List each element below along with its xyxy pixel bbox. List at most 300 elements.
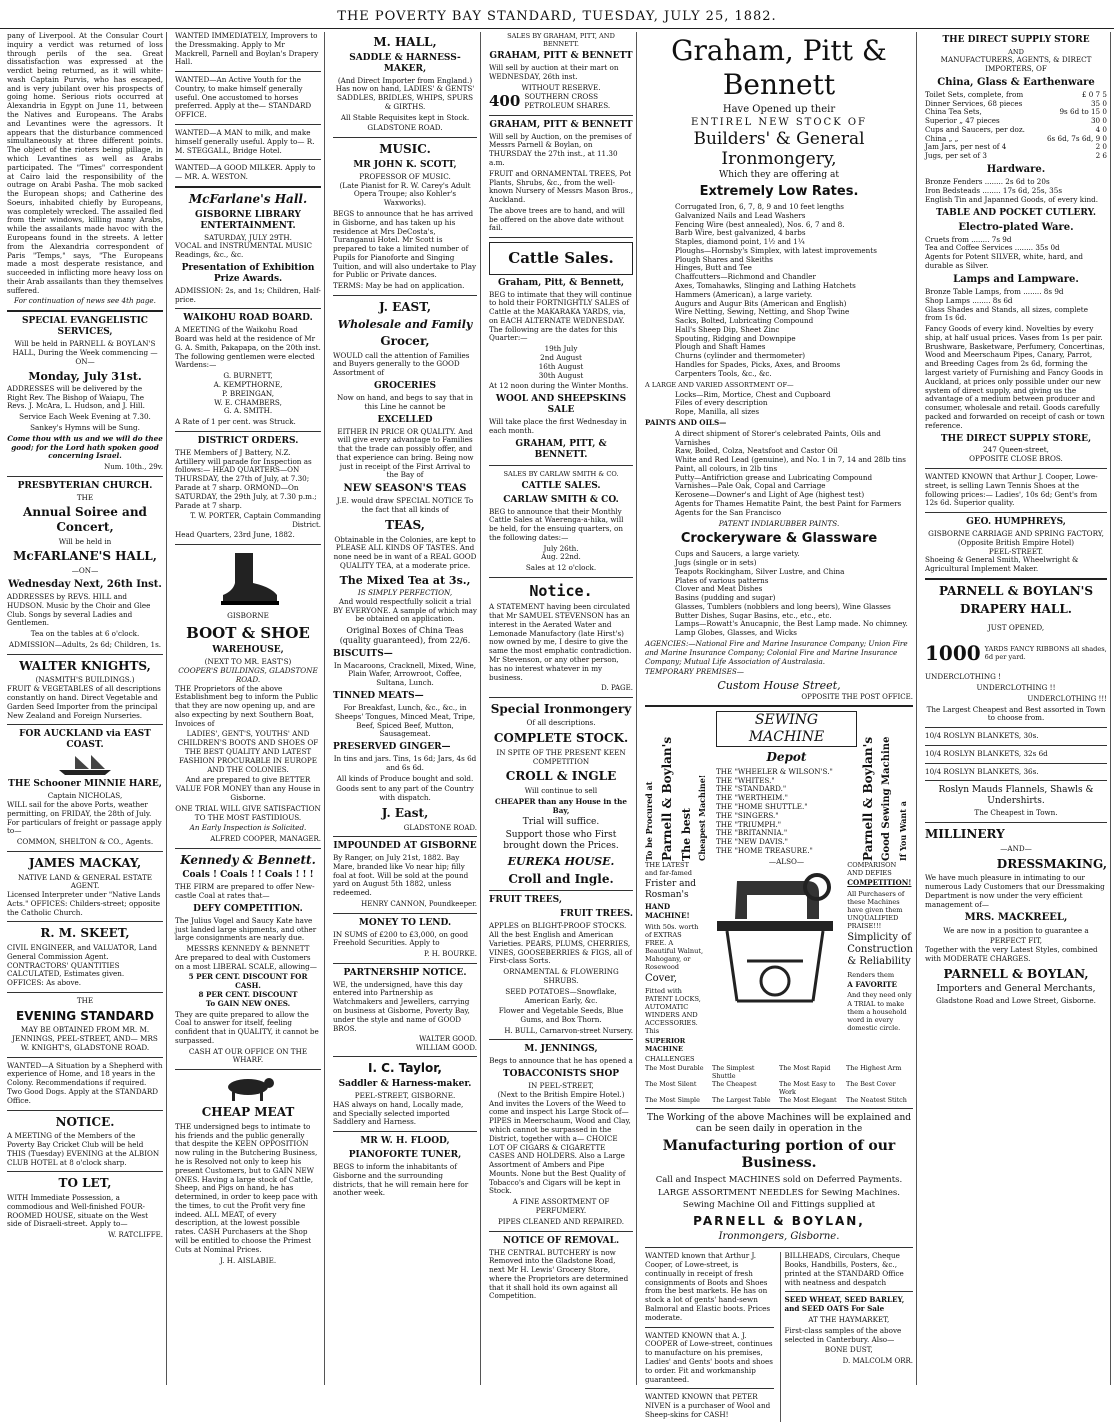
pb-importers: Importers and General Merchants,	[936, 984, 1096, 995]
sewing-favorite: A FAVORITE	[847, 979, 897, 989]
gpb-entire: ENTIREL NEW STOCK OF	[691, 116, 867, 128]
east-teas: NEW SEASON'S TEAS	[343, 483, 467, 495]
wanted-dressmaking: WANTED IMMEDIATELY, Improvers to the Dressmaking. Apply to Mr Mackrell, Parnell and Boylan's Drapery Hall.	[175, 31, 319, 67]
fruit-trees-ornamental: ORNAMENTAL & FLOWERING SHRUBS.	[503, 967, 619, 985]
sewing-brands: THE "WHEELER & WILSON'S." THE "WHITES." THE "STANDARD." THE "WERTHEIM." THE "HOME SHUTTLE." THE "SINGERS." THE "TRIUMPH." THE "BRITANNIA." THE "NEW DAVIS." THE "HOME TREASURE."	[716, 766, 833, 855]
pb-body: We have much pleasure in intimating to our numerous Lady Customers that our Dressmaking Department is now under the very efficient management of—	[925, 873, 1105, 909]
kennedy-bennett-discount: 5 PER CENT. DISCOUNT FOR CASH. 8 PER CENT. DISCOUNT To GAIN NEW ONES.	[188, 972, 308, 1008]
partnership-signature: WALTER GOOD. WILLIAM GOOD.	[415, 1035, 477, 1052]
hall-sub: SADDLE & HARNESS-MAKER,	[349, 52, 461, 74]
sewing-competition: COMPETITION!	[847, 878, 912, 888]
flood-title: MR W. H. FLOOD,	[360, 1136, 450, 1147]
library-admission: ADMISSION: 2s, and 1s; Children, Half-price.	[175, 285, 321, 304]
news-article: pany of Liverpool. At the Consular Court inquiry a verdict was returned of loss through perils of the sea. Great dissatisfaction was expressed at the verdict being returned, as it will white-wash Captain Purvis, who has escaped, and is very jubilant over his prospects of going home. Serious riots occurred at Alexandria in Egypt on June 11, between the Natives and Europeans. The Arabs and Levantines were the agressors. It appears that the disturbance commenced simultaneously at three different points. The object of the rioters being pillage, in which Levantines as well as Arabs participated. The "Times" correspondent at Cairo laid the responsibility of the outrage on Arabi Pasha. The mob sacked the European shops; and Catherine des Soeurs, inhabited chiefly by Europeans, was completely wrecked. The assailed fled from their windows, killing many Arabs, while the assailants made havoc with the Europeans found in the streets. A letter from the Alexandria correspondent of Paris "Temps," says, "The Europeans made a most desperate resistance, and succeeded in inflicting more heavy loss on their Arab assailants than they themselves suffered.	[7, 31, 163, 295]
price-item: China „ „	[925, 133, 959, 143]
district-orders-title: DISTRICT ORDERS.	[197, 435, 299, 446]
gpb-temporary: TEMPORARY PREMISES—	[645, 667, 744, 677]
cow-icon	[218, 1074, 278, 1102]
james-mackay-body: Licensed Interpreter under "Native Lands Acts." OFFICES: Childers-street; opposite the Catholic Church.	[7, 890, 161, 917]
wool-title: WOOL AND SHEEPSKINS SALE	[495, 394, 627, 416]
direct-supply-electro: Electro-plated Ware.	[958, 221, 1074, 233]
sewing-feature: The Largest Table	[712, 1095, 771, 1104]
column-1	[4, 32, 167, 1385]
money-title: MONEY TO LEND.	[358, 917, 452, 928]
sewing-oil: Sewing Machine Oil and Fittings supplied at	[682, 1200, 876, 1211]
gpb-paints-list: A direct shipment of Storer's celebrated Paints, Oils and Varnishes Raw, Boiled, Colza, Neatsfoot and Castor Oil White and Red Lead (genuine), and No. 1 in 7, 14 and 28lb tins Paint, all colours, in 2lb tins Putty—Antifriction grease and Lubricating Compound Varnishes—Pale Oak, Copal and Carriage Kerosene—Downer's and Light of Age (highest test) Agents for Thames Hematite Paint, the best Paint for Farmers Agents for the San Francisco	[675, 428, 906, 517]
sewing-feature: The Neatest Stitch	[846, 1095, 907, 1104]
music-role: PROFESSOR OF MUSIC.	[359, 171, 451, 181]
wanted-cooper-make: WANTED KNOWN that A. J. COOPER of Lowe-street, continues to manufacture on his premises, Ladies' and Gents' boots and shoes to order. Fit and workmanship guaranteed.	[645, 1330, 773, 1384]
partnership-body: WE, the undersigned, have this day entered into Partnership as Watchmakers and Jewellers, carrying on business at Gisborne, Poverty Bay, under the style and name of GOOD BROS.	[333, 979, 470, 1033]
humphreys-opposite: (Opposite British Empire Hotel)	[957, 537, 1075, 547]
gpb-paints: PAINTS AND OILS—	[645, 417, 727, 427]
ironmongery-name: CROLL & INGLE	[505, 769, 617, 784]
cattle-sales-time: At 12 noon during the Winter Months.	[489, 381, 629, 391]
east-body5: And would respectfully solicit a trial BY EVERYONE. A sample of which may be obtained on application.	[333, 596, 477, 624]
gpb-builders: Builders' & General Ironmongery,	[693, 128, 865, 170]
direct-supply-electro-items: Cruets from ........ 7s 9d Tea and Coffee Services ........ 35s 0d Agents for Potent SILVER, white, hard, and durable as Silver.	[925, 234, 1083, 271]
wool-body: Will take place the first Wednesday in each month.	[489, 417, 627, 435]
music-name: MR JOHN K. SCOTT,	[353, 159, 457, 170]
pb-drapery-hall: DRAPERY HALL.	[960, 601, 1072, 616]
special-services-quote: Come thou with us and we will do thee good; for the Lord hath spoken good concerning Israel.	[7, 433, 163, 461]
pb-blanket1: 10/4 ROSLYN BLANKETS, 30s.	[925, 731, 1039, 741]
pb-dressmaking: DRESSMAKING,	[996, 856, 1107, 871]
wanted-youth: WANTED—An Active Youth for the Country, to make himself generally useful. One accustomed to horses preferred. Apply at the— STANDARD OFFICE.	[175, 75, 312, 120]
ironmongery-cheaper: CHEAPER than any House in the Bay,	[495, 796, 627, 815]
hall-repair: All Stable Requisites kept in Stock.	[340, 112, 470, 122]
presbyterian-admission: ADMISSION—Adults, 2s 6d; Children, 1s.	[8, 639, 162, 649]
special-services-hymns: Sankey's Hymns will be Sung.	[30, 423, 140, 433]
east-goods: Goods sent to any part of the Country with dispatch.	[336, 784, 474, 803]
column-3	[330, 32, 481, 1385]
east-special: J.E. would draw SPECIAL NOTICE To the fact that all kinds of	[336, 496, 474, 515]
taylor-sub: Saddler & Harness-maker.	[338, 1078, 472, 1089]
direct-supply-title: THE DIRECT SUPPLY STORE	[942, 35, 1090, 45]
flood-sub: PIANOFORTE TUNER,	[348, 1150, 462, 1161]
pb-drapery-title: PARNELL & BOYLAN'S	[938, 584, 1094, 599]
east-biscuits: BISCUITS—	[333, 648, 393, 659]
boot-building: COOPER'S BUILDINGS, GLADSTONE ROAD.	[178, 666, 318, 684]
sewing-left1: To be Procured at	[644, 781, 654, 862]
auckland-captain: Captain NICHOLAS,	[47, 791, 123, 801]
james-mackay-sub: NATIVE LAND & GENERAL ESTATE AGENT.	[17, 872, 153, 891]
boot-icon	[213, 549, 283, 609]
special-services-body: ADDRESSES will be delivered by the Right Rev. The Bishop of Waiapu, The Revs. J. McAra, L. Hudson, and J. Hill.	[7, 383, 145, 411]
gpb-sale1-title: GRAHAM, PITT & BENNETT	[489, 51, 633, 62]
sewing-simplicity: Simplicity of Construction & Reliability	[847, 932, 913, 968]
road-board-rate: A Rate of 1 per cent. was Struck.	[175, 417, 296, 427]
east-ginger-body: In tins and jars. Tins, 1s 6d; Jars, 4s 6d and 6s 6d.	[333, 754, 477, 772]
ironmongery-sub: Of all descriptions.	[526, 718, 596, 728]
east-biscuits-body: In Macaroons, Cracknell, Mixed, Wine, Plain Wafer, Arrowroot, Coffee, Sultana, Lunch.	[333, 660, 477, 688]
east-body: WOULD call the attention of Families and Buyers generally to the GOOD Assortment of	[333, 350, 470, 378]
cattle-sales-name: Graham, Pitt, & Bennett,	[497, 277, 625, 288]
cheap-meat-body: THE undersigned begs to intimate to his friends and the public generally that despite the KEEN OPPOSITION now ruling in the Butchering Business, he is Resolved not only to keep his present Customers, but to GAIN NEW ONES. Having a large stock of Cattle, Sheep, and Pigs on hand, he has determined, in order to keep pace with the times, to cut the Profit very fine indeed. ALL MEAT, of every description, at the lowest possible rates. CASH Purchasers at the Shop will be entitled to choose the Primest Cuts at Nominal Prices.	[175, 1121, 318, 1254]
gpb-sale2-note: The above trees are to hand, and will be offered on the above date without fail.	[489, 205, 625, 233]
pb-roslyn: Roslyn Mauds Flannels, Shawls & Undershirts.	[938, 785, 1094, 807]
east-address: GLADSTONE ROAD.	[403, 823, 477, 832]
sewing-feature: The Cheapest	[712, 1079, 757, 1088]
pb-just-opened: JUST OPENED,	[987, 623, 1045, 633]
carlaw-time: Sales at 12 o'clock.	[525, 563, 597, 573]
jennings-body: Begs to announce that he has opened a	[489, 1056, 633, 1066]
gpb-sale1-reserve: WITHOUT RESERVE.	[521, 82, 601, 92]
price-item: China Tea Sets,	[925, 107, 982, 117]
sewing-feature: The Most Rapid	[779, 1064, 831, 1073]
humphreys-peel: PEEL-STREET.	[988, 546, 1044, 556]
special-services-time: Service Each Week Evening at 7.30.	[19, 412, 151, 422]
jennings-next: (Next to the British Empire Hotel.)	[497, 1089, 625, 1099]
district-orders-date: Head Quarters, 23rd June, 1882.	[175, 530, 295, 540]
pb-together: Together with the very Latest Styles, combined with MODERATE CHARGES.	[925, 945, 1098, 963]
music-terms: TERMS: May be had on application.	[333, 281, 465, 291]
price-item: Cups and Saucers, per doz.	[925, 124, 1025, 134]
district-orders-signature: T. W. PORTER, Captain Commanding District.	[190, 512, 321, 529]
removal-title: NOTICE OF REMOVAL.	[502, 1235, 620, 1246]
walter-knights-sub: (NASMITH'S BUILDINGS.)	[35, 675, 135, 685]
gpb-sale1-body: Will sell by auction at their mart on WEDNESDAY, 26th inst.	[489, 63, 619, 81]
wool-signature: GRAHAM, PITT, & BENNETT.	[515, 438, 607, 460]
direct-supply-price-list	[925, 91, 1107, 161]
schooner-icon	[55, 754, 115, 776]
sewing-feature-grid	[645, 1065, 913, 1104]
presbyterian-on: —ON—	[71, 566, 99, 576]
to-let-body: WITH Immediate Possession, a commodious and Well-finished FOUR-ROOMED HOUSE, situate on the West side of Disraeli-street. Apply to—	[7, 1192, 148, 1229]
billheads: BILLHEADS, Circulars, Cheque Books, Handbills, Posters, &c., printed at the STANDARD Office with neatness and despatch	[784, 1251, 904, 1287]
fruit-trees-flower: Flower and Vegetable Seeds, Blue Gums, and Box Thorn.	[498, 1006, 624, 1025]
sewing-title: SEWING MACHINE	[716, 711, 857, 747]
sewing-feature: The Most Elegant	[779, 1095, 837, 1104]
sewing-working: The Working of the above Machines will be explained and can be seen daily in operation in the	[646, 1113, 912, 1135]
page-notice-body: A STATEMENT having been circulated that Mr SAMUEL STEVENSON has an interest in the Aerated Water and Lemonade Manufactory (late Hirst's) now owned by me, I desire to give the same the most emphatic contradiction. Mr Stevenson, or any other person, has no interest whatever in my business.	[489, 602, 632, 682]
hall-address: GLADSTONE ROAD.	[367, 123, 443, 133]
boot-price: And are prepared to give BETTER VALUE FOR MONEY than any House in Gisborne.	[175, 775, 321, 802]
pb-largest: The Largest Cheapest and Best assorted in Town to choose from.	[926, 704, 1106, 723]
carlaw-name: CARLAW SMITH & CO.	[503, 494, 619, 505]
pb-position: We are now in a position to guarantee a	[943, 925, 1089, 935]
kennedy-bennett-defy: DEFY COMPETITION.	[193, 903, 303, 914]
direct-supply-and: AND	[1008, 47, 1024, 56]
sewing-need: And they need only A TRIAL to make them a household word in every domestic circle.	[847, 991, 912, 1032]
price-item: Superior „ 47 pieces	[925, 116, 1000, 126]
boot-sub: WAREHOUSE,	[212, 645, 284, 656]
removal-body: THE CENTRAL BUTCHERY is now Removed into the Gladstone Road, next Mr H. Lewis' Grocery Store, where the Proprietors are determined that it shall hold its own against all Competition.	[489, 1247, 629, 1301]
price-value: £ 0 7 5	[1081, 89, 1107, 99]
boot-next: (NEXT TO MR. EAST'S)	[204, 657, 292, 667]
sewing-left2: Parnell & Boylan's	[660, 737, 674, 862]
pb-mrs: MRS. MACKREEL,	[964, 912, 1068, 924]
carlaw-sales-head: SALES BY CARLAW SMITH & CO.	[503, 469, 619, 478]
presbyterian-hall: McFARLANE'S HALL,	[13, 549, 157, 564]
sewing-challenges: CHALLENGES	[645, 1055, 695, 1064]
sewing-ironmongers: Ironmongers, Gisborne.	[718, 1231, 840, 1243]
east-ginger: PRESERVED GINGER—	[333, 742, 451, 753]
seed-signature: D. MALCOLM ORR.	[842, 1357, 913, 1366]
impounded-body: By Ranger, on July 21st, 1882. Bay Mare, branded like Vo near hip; filly foal at foot. Will be sold at the pound yard on August 5th 1882, unless redeemed.	[333, 853, 469, 898]
hall-body: Has now on hand, LADIES' & GENTS' SADDLES, BRIDLES, WHIPS, SPURS & GIRTHS.	[335, 84, 475, 111]
ironmongery-body2: Will continue to sell	[524, 786, 598, 796]
flood-body: BEGS to inform the inhabitants of Gisborne and the surrounding districts, that he will remain here for another week.	[333, 1162, 469, 1198]
sewing-latest: THE LATEST and far-famed	[645, 861, 692, 878]
kennedy-bennett-body3: Are prepared to deal with Customers on a most LIBERAL SCALE, allowing—	[175, 952, 317, 971]
wanted-cooper-boots: WANTED known that Arthur J. Cooper, of Lowe-street, is continually in receipt of fresh consignments of Boots and Shoes from the best markets. He has on stock a lot of gents' hand-sewn Balmoral and Elastic boots. Prices moderate.	[645, 1251, 771, 1322]
road-board-body: A MEETING of the Waikohu Road Board was held at the residence of Mr G. A. Smith, Pakapapa, on the 20th inst. The following gentlemen were elected Wardens:—	[175, 325, 321, 370]
special-services-title: SPECIAL EVANGELISTIC SERVICES,	[22, 316, 148, 338]
price-item: Dinner Services, 68 pieces	[925, 98, 1023, 108]
library-presentation: Presentation of Exhibition Prize Awards.	[181, 262, 315, 284]
boot-body: THE Proprietors of the above Establishment beg to inform the Public that they are now opening up, and are also expecting by next Southern Boat, Invoices of	[175, 683, 318, 728]
sewing-feature: The Most Silent	[645, 1079, 697, 1088]
pb-perfect: PERFECT FIT,	[989, 936, 1043, 946]
wanted-shepherd: WANTED—A Situation by a Shepherd with experience of Home, and 18 years in the Colony. Recommendations if required. Two Good Dogs. Apply at the STANDARD Office.	[7, 1060, 163, 1105]
direct-supply-fancy: Fancy Goods of every kind. Novelties by every ship, at half usual prices. Vases from 1s per pair. Brushware, Basketware, Perfumery, Concertinas, Wood and Meerschaum Pipes, Canary, Parrot, and Breeding Cages from 2s 6d, forming the largest variety of Furnishing and Fancy Goods in Auckland, at prices only possible under our new system of direct supply, and giving us the advantage of a medium between producer and consumer, wholesale and retail. Goods carefully packed and forwarded on receipt of cash or town reference.	[925, 324, 1105, 430]
wanted-milker: WANTED—A GOOD MILKER. Apply to— MR. A. WESTON.	[175, 163, 316, 182]
sewing-renders: Renders them	[847, 970, 895, 979]
seed-bone: BONE DUST,	[824, 1345, 873, 1355]
wanted-cooper-tennis: WANTED KNOWN that Arthur J. Cooper, Lowe-street, is selling Lawn Tennis Shoes at the following prices:— Ladies', 10s 6d; Gent's from 12s 6d. Superior quality.	[925, 472, 1098, 508]
sewing-right2: Good Sewing Machine	[881, 736, 892, 862]
taylor-body: HAS always on hand, Locally made, and Specially selected imported Saddlery and Harness.	[333, 1099, 464, 1127]
direct-supply-sub: MANUFACTURERS, AGENTS, & DIRECT IMPORTERS, OF	[940, 55, 1092, 73]
evening-standard-title: EVENING STANDARD	[16, 1008, 154, 1023]
road-board-title: WAIKOHU ROAD BOARD.	[183, 313, 313, 324]
ironmongery-body: IN SPITE OF THE PRESENT KEEN COMPETITION	[496, 747, 626, 766]
ironmongery-complete: COMPLETE STOCK.	[493, 731, 629, 746]
column-4	[486, 32, 637, 1385]
seed-body: First-class samples of the above selected in Canterbury. Also—	[784, 1325, 902, 1344]
east-teas2: TEAS,	[385, 517, 425, 532]
kennedy-bennett-coals: Coals ! Coals ! ! Coals ! ! !	[182, 870, 314, 881]
sewing-feature: The Most Durable	[645, 1064, 704, 1073]
library-date: SATURDAY, JULY 29TH.	[204, 232, 292, 242]
east-china: Original Boxes of China Teas (quality guaranteed), from 22/6.	[339, 626, 471, 645]
humphreys-title: GEO. HUMPHREYS,	[966, 517, 1066, 528]
hall-importer: (And Direct Importer from England.)	[337, 75, 473, 85]
kennedy-bennett-body4: They are quite prepared to allow the Coal to answer for itself, feeling confident that in QUALITY, it cannot be surpassed.	[175, 1009, 319, 1045]
jennings-pipes: PIPES CLEANED AND REPAIRED.	[497, 1216, 625, 1226]
sewing-hand: HAND MACHINE!	[645, 902, 690, 920]
sewing-superior: SUPERIOR MACHINE	[645, 1037, 686, 1054]
carlaw-title: CATTLE SALES.	[521, 480, 601, 491]
column-2	[172, 32, 325, 1385]
notice-body: A MEETING of the Members of the Poverty Bay Cricket Club will be held THIS (Tuesday) EVENING at the ALBION CLUB HOTEL at 8 o'clock sharp.	[7, 1131, 160, 1167]
east-signature: J. East,	[381, 806, 429, 820]
wanted-niven: WANTED KNOWN that PETER NIVEN is a purchaser of Wool and Sheep-skins for CASH!	[645, 1392, 771, 1419]
presbyterian-tea: Tea on the tables at 6 o'clock.	[30, 629, 140, 639]
seed-title: SEED WHEAT, SEED BARLEY, and SEED OATS For Sale	[784, 1295, 905, 1314]
gpb-sale1-item: SOUTHERN CROSS PETROLEUM SHARES.	[524, 91, 611, 110]
taylor-address: PEEL-STREET, GISBORNE.	[354, 1090, 456, 1100]
direct-supply-cutlery: TABLE AND POCKET CUTLERY.	[935, 207, 1097, 218]
auckland-title: FOR AUCKLAND via EAST COAST.	[19, 729, 151, 751]
fruit-trees-title: FRUIT TREES,	[489, 895, 562, 906]
boot-signature: ALFRED COOPER, MANAGER.	[210, 835, 321, 844]
boot-list: LADIES', GENT'S, YOUTHS' AND CHILDREN'S BOOTS AND SHOES OF THE BEST QUALITY AND LATEST FASHION PROCURABLE IN EUROPE AND THE COLONIES.	[177, 729, 319, 774]
james-mackay-title: JAMES MACKAY,	[28, 855, 142, 870]
cattle-sales-body: BEG to intimate that they will continue to hold their FORTNIGHTLY SALES of Cattle at the MAKARAKA YARDS, via, on EACH ALTERNATE WEDNESDAY. The following are the dates for this Quarter:—	[489, 289, 632, 343]
music-late: (Late Pianist for R. W. Carey's Adult Opera Troupe; also Kohler's Waxworks).	[339, 180, 471, 208]
gpb-which: Which they are offering at	[719, 170, 839, 181]
gpb-rates: Extremely Low Rates.	[699, 184, 859, 200]
road-board-names: G. BURNETT, A. KEMPTHORNE, P. BREINGAN, W. E. CHAMBERS, G. A. SMITH.	[213, 371, 283, 416]
library-title: GISBORNE LIBRARY ENTERTAINMENT.	[195, 209, 301, 231]
east-grocer: Grocer,	[380, 334, 430, 349]
music-body: BEGS to announce that he has arrived in Gisborne, and has taken up his residence at Mrs DeCosta's, Turanganui Hotel. Mr Scott is prepared to take a limited number of Pupils for Pianoforte and Singing Tuition, and will also undertake to Play for Public or Private dances.	[333, 208, 477, 280]
walter-knights-title: WALTER KNIGHTS,	[19, 658, 151, 673]
price-value: 30 0	[1090, 116, 1107, 126]
cattle-sales-title: Cattle Sales.	[508, 249, 614, 268]
pb-blanket2: 10/4 ROSLYN BLANKETS, 32s 6d	[925, 748, 1048, 758]
hall-title: M. HALL,	[373, 35, 437, 49]
gpb-sale2-title: GRAHAM, PITT & BENNETT	[489, 119, 633, 130]
gpb-patent: PATENT INDIARUBBER PAINTS.	[718, 518, 840, 528]
to-let-title: TO LET,	[58, 1176, 112, 1191]
special-services-sub: Will be held in PARNELL & BOYLAN'S HALL, During the Week commencing —ON—	[12, 339, 158, 366]
pb-blanket3: 10/4 ROSLYN BLANKETS, 36s.	[925, 766, 1039, 776]
direct-supply-lamps: Lamps and Lampware.	[953, 273, 1079, 285]
east-body3: EITHER IN PRICE OR QUALITY. And will give every advantage to Families that the trade can possibly offer, and that experience can bring. Being now just in receipt of the First Arrival to the Bay of	[336, 426, 474, 480]
jennings-body2: And invites the Lovers of the Weed to come and inspect his Large Stock of— PIPES in Meerschaum, Wood and Clay, which cannot be surpassed in the District, together with a— CHOICE LOT OF CIGARS & CIGARETTE CASES AND HOLDERS. Also a Large Assortment of Ambers and Pipe Mounts. None but the Best Quality of Tobacco's and Cigars will be kept in Stock.	[489, 1098, 631, 1196]
fruit-trees-seed: SEED POTATOES—Snowflake, American Early, &c.	[505, 986, 617, 1005]
east-body2: Now on hand, and begs to say that in this Line he cannot be	[337, 392, 473, 411]
money-signature: P. H. BOURKE.	[423, 950, 477, 959]
pb-millinery: MILLINERY	[925, 827, 1005, 842]
presbyterian-date: Wednesday Next, 26th Inst.	[8, 578, 162, 590]
crockery-list: Cups and Saucers, a large variety. Jugs (single or in sets) Teapots Rockingham, Silver Lustre, and China Plates of various patterns Clover and Meat Dishes Basins (pudding and sugar) Glasses, Tumblers (nobblers and long beers), Wine Glasses Butter Dishes, Sugar Basins, etc., etc., etc. Lamps—Rowatt's Anucapnic, the Best Lamp made. No chimney. Lamp Globes, Glasses, and Wicks	[675, 549, 908, 638]
east-title: J. EAST,	[378, 300, 431, 314]
walter-knights-body: FRUIT & VEGETABLES of all descriptions constantly on hand. Direct Vegetable and Garden Seed Importer from the principal New Zealand and Foreign Nurseries.	[7, 684, 161, 720]
east-body4: Obtainable in the Colonies, are kept to PLEASE ALL KINDS OF TASTES. And none need be in want of a REAL GOOD QUALITY TEA, at a moderate price.	[333, 534, 477, 570]
ironmongery-eureka: EUREKA HOUSE.	[507, 855, 615, 869]
kennedy-bennett-body2: The Julius Vogel and Saucy Kate have just landed large shipments, and other large consignments are nearly due.	[175, 915, 317, 943]
sewing-left4: Cheapest Machine!	[697, 774, 707, 862]
jennings-title: M. JENNINGS,	[524, 1044, 598, 1055]
sewing-needles: LARGE ASSORTMENT NEEDLES for Sewing Machines.	[658, 1187, 900, 1198]
boot-title: BOOT & SHOE	[186, 623, 310, 642]
fruit-trees-body: APPLES on BLIGHT-PROOF STOCKS. All the best English and American Varieties. PEARS, PLUMS, CHERRIES, VINES, GOOSEBERRIES & FIGS, all of First-class Sorts.	[489, 921, 632, 966]
kennedy-bennett-body: THE FIRM are prepared to offer New-castle Coal at rates that—	[175, 882, 315, 900]
ironmongery-support: Support those who First brought down the Prices.	[503, 830, 619, 852]
presbyterian-the: THE	[76, 492, 94, 502]
sewing-feature: The Most Easy to Work	[779, 1079, 836, 1096]
presbyterian-held: Will be held in	[58, 536, 112, 546]
price-value: 4 0	[1095, 124, 1107, 134]
east-simply: IS SIMPLY PERFECTION,	[357, 588, 453, 598]
continuation-note: For continuation of news see 4th page.	[14, 296, 156, 306]
kennedy-bennett-title: Kennedy & Bennett.	[180, 852, 316, 867]
pb-cheapest: The Cheapest in Town.	[974, 808, 1058, 818]
sewing-left3: The best	[680, 808, 693, 862]
price-item: Toilet Sets, complete, from	[925, 89, 1024, 99]
price-value: 9s 6d to 15 0	[1059, 107, 1107, 117]
seed-at: AT THE HAYMARKET,	[808, 1315, 890, 1325]
price-value: 35 0	[1090, 98, 1107, 108]
gpb-opposite: OPPOSITE THE POST OFFICE.	[801, 692, 913, 701]
east-produce: All kinds of Produce bought and sold.	[336, 773, 474, 783]
pb-address: Gladstone Road and Lowe Street, Gisborne.	[936, 996, 1096, 1006]
partnership-title: PARTNERSHIP NOTICE.	[343, 967, 467, 978]
fruit-trees-signature: H. BULL, Carnarvon-street Nursery.	[504, 1026, 633, 1035]
evening-standard-body: MAY BE OBTAINED FROM MR. M. JENNINGS, PEEL-STREET, AND— MRS W. KNIGHT'S, GLADSTONE ROAD.	[12, 1025, 158, 1052]
sewing-call: Call and Inspect MACHINES sold on Deferred Payments.	[655, 1175, 903, 1186]
cheap-meat-signature: J. H. AISLABIE.	[219, 1255, 277, 1265]
sewing-purchasers: All Purchasers of these Machines have given them UNQUALIFIED PRAISE!!!	[847, 889, 905, 931]
sewing-right1: Parnell & Boylan's	[861, 737, 875, 862]
kennedy-bennett-wharf: CASH AT OUR OFFICE ON THE WHARF.	[188, 1046, 308, 1065]
sewing-frister: Frister and Rosman's	[645, 879, 697, 901]
pb-under2: UNDERCLOTHING !!	[976, 683, 1056, 693]
price-item: Jugs, per set of 3	[925, 151, 987, 161]
pb-signature: PARNELL & BOYLAN,	[943, 966, 1089, 981]
price-value: 2 0	[1095, 142, 1107, 152]
gpb-street: Custom House Street,	[717, 679, 841, 693]
direct-supply-signature: THE DIRECT SUPPLY STORE,	[940, 433, 1092, 444]
sewing-with: With 50s. worth of EXTRAS FREE. A Beautiful Walnut, Mahogany, or Rosewood	[645, 922, 704, 971]
gpb-items: Corrugated Iron, 6, 7, 8, 9 and 10 feet lengths Galvanized Nails and Lead Washers Fencing Wire (best annealed), Nos. 6, 7 and 8. Barb Wire, best galvanized, 4 barbs Staples, diamond point, 1½ and 1¼ Ploughs—Hornsby's Simplex, with latest improvements Plough Shares and Skeiths Hinges, Butt and Tee Chaffcutters—Richmond and Chandler Axes, Tomahawks, Slinging and Lathing Hatchets Hammers (American), a large variety. Augurs and Augur Bits (American and English) Wire Netting, Sewing, Netting, and Shop Twine Sacks, Bolted, Lubricating Compound Hall's Sheep Dip, Sheet Zinc Spouting, Ridging and Downpipe Plough and Shaft Hames Churns (cylinder and thermometer) Handles for Spades, Picks, Axes, and Brooms Carpenters Tools, &c., &c.	[675, 201, 877, 378]
cattle-sales-dates: 19th July 2nd August 16th August 30th August	[538, 344, 584, 380]
auckland-agent: COMMON, SHELTON & CO., Agents.	[16, 837, 154, 847]
impounded-title: IMPOUNDED AT GISBORNE	[333, 841, 477, 852]
auckland-ship: THE Schooner MINNIE HARE,	[8, 779, 162, 790]
sewing-depot: Depot	[766, 750, 807, 765]
masthead	[0, 0, 1114, 29]
direct-supply-opposite: OPPOSITE CLOSE BROS.	[969, 454, 1063, 464]
sewing-manufacturing: Manufacturing portion of our Business.	[662, 1138, 896, 1172]
direct-supply-china: China, Glass & Earthenware	[937, 76, 1095, 88]
ironmongery-trial: Trial will suffice.	[522, 817, 600, 828]
page-notice-title: Notice.	[529, 581, 593, 600]
sewing-machine-icon	[707, 861, 843, 1011]
carlaw-body: BEG to announce that their Monthly Cattle Sales at Waerenga-a-hika, will be held, for the ensuing quarters, on the following dates:—	[489, 506, 624, 542]
gpb-agencies: AGENCIES:—National Fire and Marine Insurance Company; Union Fire and Marine Insurance Company; Colonial Fire and Marine Insurance Company; Mutual Life Association of Australasia.	[645, 639, 908, 666]
masthead-title: THE POVERTY BAY STANDARD, TUESDAY, JULY 25, 1882.	[337, 9, 777, 24]
pb-1000: 1000	[925, 641, 981, 666]
gpb-locks: Locks—Rim, Mortice, Chest and Cupboard Files of every description Rope, Manilla, all sizes	[675, 389, 831, 417]
gpb-large: A LARGE AND VARIED ASSORTMENT OF—	[645, 380, 794, 389]
special-services-ref: Num. 10th., 29v.	[104, 463, 163, 472]
music-title: MUSIC.	[379, 142, 431, 157]
sewing-cover: Cover,	[645, 972, 678, 984]
notice-title: NOTICE.	[55, 1114, 115, 1129]
gpb-sale2-item: FRUIT and ORNAMENTAL TREES, Pot Plants, Shrubs, &c., from the well-known Nursery of Messrs Mason Bros., Auckland.	[489, 168, 634, 205]
gpb-sale1-count: 400	[489, 92, 521, 111]
direct-supply-lamp-items: Bronze Table Lamps, from ........ 8s 9d Shop Lamps ........ 8s 6d Glass Shades and Stands, all sizes, complete from 1s 6d.	[925, 287, 1088, 323]
gpb-big-title: Graham, Pitt & Bennett	[671, 34, 887, 102]
price-value: 2 6	[1095, 151, 1107, 161]
sewing-right3: If You Want a	[898, 801, 908, 862]
library-body: VOCAL and INSTRUMENTAL MUSIC Readings, &c., &c.	[175, 241, 313, 260]
wanted-man: WANTED—A MAN to milk, and make himself generally useful. Apply to— R. M. STEGGALL, Bridge Hotel.	[175, 128, 315, 155]
price-value: 6s 6d, 7s 6d, 9 0	[1046, 133, 1107, 143]
east-tinned-body: For Breakfast, Lunch, &c., &c., in Sheeps' Tongues, Minced Meat, Tripe, Beef, Spiced Beef, Mutton, Sausagemeat.	[334, 703, 476, 739]
kennedy-bennett-messrs: MESSRS KENNEDY & BENNETT	[186, 944, 310, 954]
jennings-peel: IN PEEL-STREET,	[528, 1081, 594, 1091]
pb-ribbons: YARDS FANCY RIBBONS all shades, 6d per yard.	[984, 645, 1107, 662]
crockery-title: Crockeryware & Glassware	[680, 531, 878, 547]
impounded-signature: HENRY CANNON, Poundkeeper.	[361, 900, 477, 909]
humphreys-sub: GISBORNE CARRIAGE AND SPRING FACTORY,	[928, 529, 1104, 539]
evening-standard-the: THE	[76, 995, 94, 1005]
east-groceries: GROCERIES	[373, 381, 437, 391]
column-5	[642, 32, 917, 1419]
taylor-title: I. C. Taylor,	[367, 1061, 442, 1076]
column-6	[922, 32, 1111, 1385]
gpb-opened: Have Opened up their	[722, 104, 836, 116]
sewing-fitted: Fitted with PATENT LOCKS, AUTOMATIC WINDERS AND ACCESSORIES. This	[645, 987, 701, 1036]
skeet-title: R. M. SKEET,	[40, 926, 130, 941]
ironmongery-title: Special Ironmongery	[490, 701, 632, 716]
